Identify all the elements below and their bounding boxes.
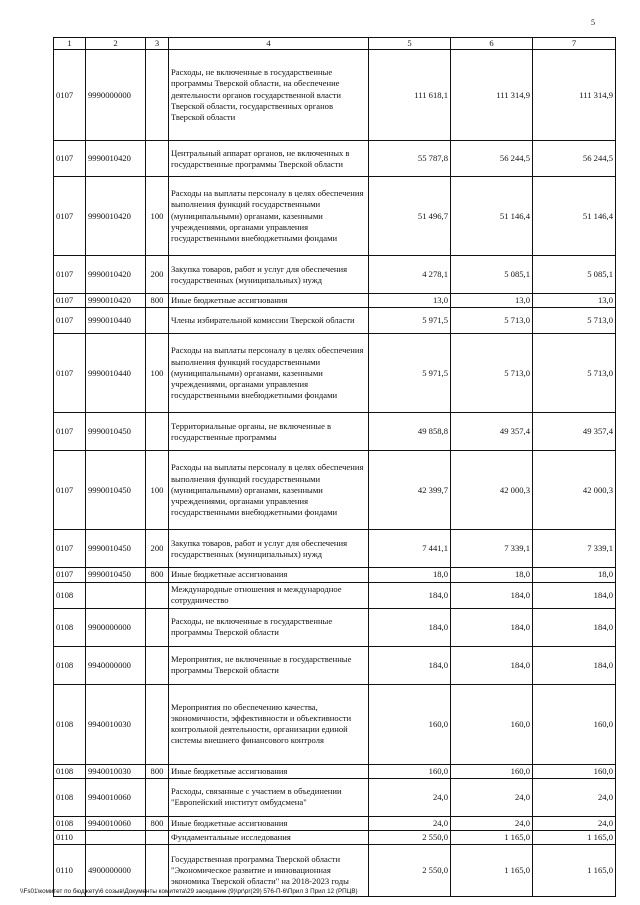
table-row (54, 608, 616, 646)
amount-col6: 49 357,4 (451, 413, 533, 451)
expense-type: 100 (146, 451, 169, 530)
amount-col5: 4 278,1 (369, 256, 451, 294)
amount-col5: 13,0 (369, 294, 451, 308)
item-name: Фундаментальные исследования (169, 831, 369, 845)
amount-col7: 111 314,9 (533, 50, 616, 141)
item-name: Мероприятия, не включенные в государственные программы Тверской области (169, 646, 369, 684)
section-code: 0107 (54, 413, 86, 451)
expense-type: 800 (146, 568, 169, 582)
amount-col5: 7 441,1 (369, 530, 451, 568)
expense-type (146, 684, 169, 764)
expense-type (146, 582, 169, 608)
col-header: 5 (369, 38, 451, 50)
amount-col5: 160,0 (369, 764, 451, 778)
amount-col7: 184,0 (533, 608, 616, 646)
amount-col7: 18,0 (533, 568, 616, 582)
target-code: 9940010060 (86, 778, 146, 816)
amount-col7: 24,0 (533, 816, 616, 830)
expense-type (146, 413, 169, 451)
item-name: Расходы, связанные с участием в объединении "Европейский институт омбудсмена" (169, 778, 369, 816)
item-name: Расходы на выплаты персоналу в целях обеспечения выполнения функций государственными (муниципальными) органами, казенными учреждениями, органами управления государственными внебюджетными фондами (169, 451, 369, 530)
amount-col7: 42 000,3 (533, 451, 616, 530)
amount-col6: 5 085,1 (451, 256, 533, 294)
section-code: 0107 (54, 256, 86, 294)
amount-col6: 160,0 (451, 684, 533, 764)
amount-col7: 5 713,0 (533, 334, 616, 413)
amount-col5: 2 550,0 (369, 845, 451, 897)
table-row (54, 334, 616, 413)
table-row (54, 684, 616, 764)
target-code: 9990010450 (86, 451, 146, 530)
col-header: 6 (451, 38, 533, 50)
table-row (54, 451, 616, 530)
amount-col7: 51 146,4 (533, 177, 616, 256)
target-code (86, 831, 146, 845)
item-name: Международные отношения и международное сотрудничество (169, 582, 369, 608)
amount-col5: 5 971,5 (369, 334, 451, 413)
target-code: 9990010420 (86, 177, 146, 256)
amount-col5: 24,0 (369, 816, 451, 830)
amount-col5: 5 971,5 (369, 308, 451, 334)
table-row (54, 568, 616, 582)
section-code: 0108 (54, 646, 86, 684)
table-row (54, 256, 616, 294)
section-code: 0108 (54, 608, 86, 646)
amount-col6: 42 000,3 (451, 451, 533, 530)
expense-type: 800 (146, 764, 169, 778)
amount-col7: 160,0 (533, 764, 616, 778)
amount-col5: 42 399,7 (369, 451, 451, 530)
amount-col7: 49 357,4 (533, 413, 616, 451)
col-header: 4 (169, 38, 369, 50)
amount-col6: 184,0 (451, 582, 533, 608)
table-row (54, 294, 616, 308)
amount-col7: 160,0 (533, 684, 616, 764)
amount-col6: 51 146,4 (451, 177, 533, 256)
table-row (54, 764, 616, 778)
expense-type (146, 831, 169, 845)
section-code: 0108 (54, 764, 86, 778)
target-code: 9990010420 (86, 294, 146, 308)
col-header: 7 (533, 38, 616, 50)
amount-col5: 18,0 (369, 568, 451, 582)
table-row (54, 816, 616, 830)
amount-col5: 49 858,8 (369, 413, 451, 451)
amount-col7: 24,0 (533, 778, 616, 816)
expense-type: 200 (146, 530, 169, 568)
amount-col5: 55 787,8 (369, 141, 451, 177)
amount-col6: 24,0 (451, 778, 533, 816)
page-number: 5 (591, 18, 595, 27)
amount-col6: 24,0 (451, 816, 533, 830)
expense-type (146, 646, 169, 684)
section-code: 0107 (54, 50, 86, 141)
expense-type: 800 (146, 294, 169, 308)
item-name: Территориальные органы, не включенные в государственные программы (169, 413, 369, 451)
target-code: 9990010440 (86, 308, 146, 334)
section-code: 0108 (54, 778, 86, 816)
item-name: Мероприятия по обеспечению качества, экономичности, эффективности и объективности контрольной деятельности, организации единой системы внешнего финансового контроля (169, 684, 369, 764)
section-code: 0107 (54, 451, 86, 530)
target-code: 9990010440 (86, 334, 146, 413)
section-code: 0107 (54, 334, 86, 413)
expense-type: 100 (146, 334, 169, 413)
expense-type: 200 (146, 256, 169, 294)
header-row (54, 38, 616, 50)
col-header: 3 (146, 38, 169, 50)
item-name: Государственная программа Тверской области "Экономическое развитие и инновационная экономика Тверской области" на 2018-2023 годы (169, 845, 369, 897)
target-code: 9940010030 (86, 764, 146, 778)
amount-col5: 24,0 (369, 778, 451, 816)
table-row (54, 177, 616, 256)
expense-type (146, 608, 169, 646)
section-code: 0110 (54, 845, 86, 897)
amount-col5: 160,0 (369, 684, 451, 764)
section-code: 0110 (54, 831, 86, 845)
item-name: Члены избирательной комиссии Тверской области (169, 308, 369, 334)
section-code: 0107 (54, 530, 86, 568)
target-code: 9990010420 (86, 141, 146, 177)
item-name: Расходы на выплаты персоналу в целях обеспечения выполнения функций государственными (муниципальными) органами, казенными учреждениями, органами управления государственными внебюджетными фондами (169, 334, 369, 413)
amount-col7: 184,0 (533, 646, 616, 684)
amount-col7: 184,0 (533, 582, 616, 608)
table-row (54, 141, 616, 177)
item-name: Иные бюджетные ассигнования (169, 568, 369, 582)
section-code: 0108 (54, 684, 86, 764)
target-code: 4900000000 (86, 845, 146, 897)
section-code: 0107 (54, 177, 86, 256)
amount-col6: 5 713,0 (451, 308, 533, 334)
table-row (54, 413, 616, 451)
amount-col5: 184,0 (369, 582, 451, 608)
table-row (54, 530, 616, 568)
amount-col5: 2 550,0 (369, 831, 451, 845)
item-name: Иные бюджетные ассигнования (169, 294, 369, 308)
amount-col6: 184,0 (451, 608, 533, 646)
target-code: 9990010420 (86, 256, 146, 294)
section-code: 0107 (54, 568, 86, 582)
amount-col7: 5 085,1 (533, 256, 616, 294)
expense-type (146, 778, 169, 816)
table-row (54, 50, 616, 141)
amount-col5: 111 618,1 (369, 50, 451, 141)
target-code (86, 582, 146, 608)
amount-col7: 7 339,1 (533, 530, 616, 568)
section-code: 0107 (54, 294, 86, 308)
target-code: 9940010030 (86, 684, 146, 764)
target-code: 9990000000 (86, 50, 146, 141)
item-name: Расходы, не включенные в государственные программы Тверской области, на обеспечение деятельности органов государственной власти Тверской области, государственных органов Тверской области (169, 50, 369, 141)
amount-col7: 56 244,5 (533, 141, 616, 177)
expense-type: 800 (146, 816, 169, 830)
item-name: Закупка товаров, работ и услуг для обеспечения государственных (муниципальных) нужд (169, 530, 369, 568)
item-name: Закупка товаров, работ и услуг для обеспечения государственных (муниципальных) нужд (169, 256, 369, 294)
item-name: Расходы на выплаты персоналу в целях обеспечения выполнения функций государственными (муниципальными) органами, казенными учреждениями, органами управления государственными внебюджетными фондами (169, 177, 369, 256)
amount-col6: 13,0 (451, 294, 533, 308)
amount-col7: 1 165,0 (533, 831, 616, 845)
expense-type (146, 308, 169, 334)
col-header: 1 (54, 38, 86, 50)
target-code: 9940000000 (86, 646, 146, 684)
table-row (54, 646, 616, 684)
budget-table (53, 37, 616, 897)
amount-col5: 184,0 (369, 608, 451, 646)
amount-col6: 5 713,0 (451, 334, 533, 413)
amount-col6: 160,0 (451, 764, 533, 778)
amount-col6: 18,0 (451, 568, 533, 582)
target-code: 9900000000 (86, 608, 146, 646)
amount-col6: 56 244,5 (451, 141, 533, 177)
section-code: 0108 (54, 582, 86, 608)
item-name: Иные бюджетные ассигнования (169, 764, 369, 778)
amount-col7: 13,0 (533, 294, 616, 308)
expense-type (146, 141, 169, 177)
amount-col6: 111 314,9 (451, 50, 533, 141)
col-header: 2 (86, 38, 146, 50)
table-row (54, 778, 616, 816)
item-name: Расходы, не включенные в государственные программы Тверской области (169, 608, 369, 646)
item-name: Центральный аппарат органов, не включенных в государственные программы Тверской области (169, 141, 369, 177)
amount-col6: 184,0 (451, 646, 533, 684)
table-row (54, 308, 616, 334)
table-row (54, 582, 616, 608)
section-code: 0107 (54, 308, 86, 334)
section-code: 0107 (54, 141, 86, 177)
amount-col5: 184,0 (369, 646, 451, 684)
amount-col6: 1 165,0 (451, 845, 533, 897)
amount-col6: 7 339,1 (451, 530, 533, 568)
table-row (54, 831, 616, 845)
file-path-footer: \\Fs01\комитет по бюджету\6 созыв\Документы комитета\29 заседание (9)\pr\pr(29) 576-П-6\Прил 3 Прил 12 (РПЦВ) (20, 888, 358, 895)
item-name: Иные бюджетные ассигнования (169, 816, 369, 830)
target-code: 9990010450 (86, 413, 146, 451)
target-code: 9990010450 (86, 530, 146, 568)
amount-col6: 1 165,0 (451, 831, 533, 845)
amount-col5: 51 496,7 (369, 177, 451, 256)
amount-col7: 1 165,0 (533, 845, 616, 897)
target-code: 9990010450 (86, 568, 146, 582)
amount-col7: 5 713,0 (533, 308, 616, 334)
expense-type: 100 (146, 177, 169, 256)
expense-type (146, 50, 169, 141)
section-code: 0108 (54, 816, 86, 830)
target-code: 9940010060 (86, 816, 146, 830)
